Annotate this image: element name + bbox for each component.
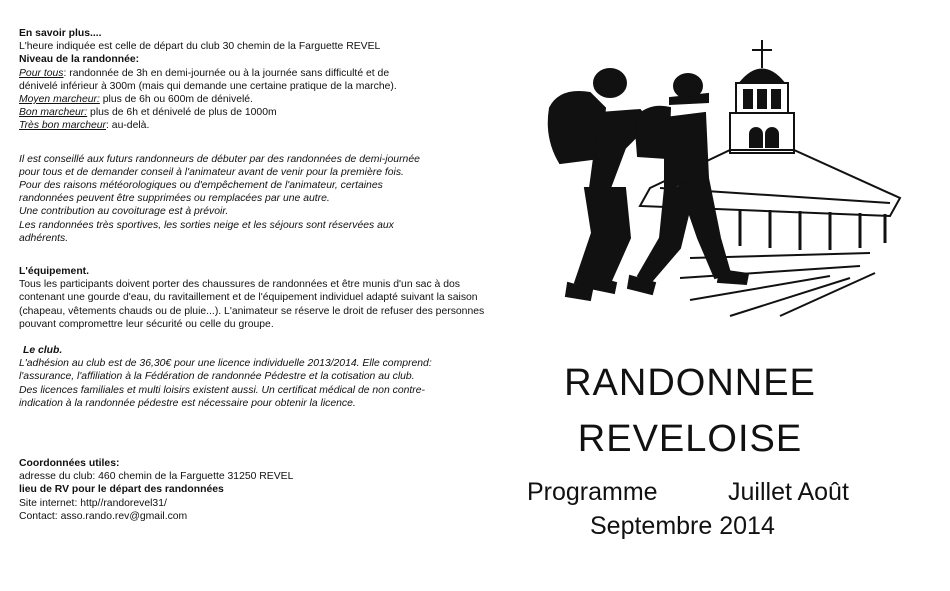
level-moyen xyxy=(19,93,489,106)
tres-bon-label: Très bon marcheur xyxy=(19,120,107,132)
equipment-line: (chapeau, vêtements chauds ou de pluie...). L'animateur se réserve le droit de refuser des personnes xyxy=(19,305,485,317)
club-line: l'assurance, l'affiliation à la Fédération de randonnée Pédestre et la cotisation au club. xyxy=(19,371,415,383)
level-heading: Niveau de la randonnée: xyxy=(19,54,140,66)
club-heading: Le club. xyxy=(23,345,63,357)
cover-programme: Programme xyxy=(527,478,658,506)
pour-tous-label: Pour tous xyxy=(19,67,64,79)
moyen-label: Moyen marcheur: xyxy=(19,94,100,106)
level-pour-tous xyxy=(19,67,489,80)
equipment-line: contenant une gourde d'eau, du ravitaillement et de l'équipement individuel adapté suivant la saison xyxy=(19,292,478,304)
cover-title-line1: RANDONNEE xyxy=(564,362,816,404)
advice-line: Il est conseillé aux futurs randonneurs de débuter par des randonnées de demi-journée xyxy=(19,153,420,165)
info-heading: En savoir plus.... xyxy=(19,28,102,39)
club-line: indication à la randonnée pédestre est nécessaire pour obtenir la licence. xyxy=(19,397,356,409)
level-tres-bon xyxy=(19,119,489,132)
contact-meeting: lieu de RV pour le départ des randonnées xyxy=(19,484,224,496)
departure-note: L'heure indiquée est celle de départ du club 30 chemin de la Farguette REVEL xyxy=(19,41,381,53)
hikers-illustration xyxy=(530,38,910,318)
contact-email[interactable]: Contact: asso.rando.rev@gmail.com xyxy=(19,510,188,522)
contact-address: adresse du club: 460 chemin de la Farguette 31250 REVEL xyxy=(19,471,294,483)
advice-block xyxy=(19,153,489,245)
advice-line: Les randonnées très sportives, les sorties neige et les séjours sont réservées aux xyxy=(19,219,394,231)
cover-months: Juillet Août xyxy=(728,478,849,506)
club-line: L'adhésion au club est de 36,30€ pour une licence individuelle 2013/2014. Elle comprend: xyxy=(19,358,432,370)
equipment-line: Tous les participants doivent porter des chaussures de randonnées et être munis d'un sac à dos xyxy=(19,279,460,291)
info-column xyxy=(19,27,489,523)
tres-bon-text: : au-delà. xyxy=(106,120,150,132)
advice-line: adhérents. xyxy=(19,232,69,244)
pour-tous-text: : randonnée de 3h en demi-journée ou à la journée sans difficulté et de xyxy=(63,67,390,79)
advice-line: randonnées peuvent être supprimées ou remplacées par une autre. xyxy=(19,193,330,205)
pour-tous-text-2: dénivelé inférieur à 300m (mais qui demande une certaine pratique de la marche). xyxy=(19,80,397,92)
advice-line: Une contribution au covoiturage est à prévoir. xyxy=(19,206,229,218)
contact-heading: Coordonnées utiles: xyxy=(19,458,120,470)
bon-text: plus de 6h et dénivelé de plus de 1000m xyxy=(87,107,277,119)
moyen-text: plus de 6h ou 600m de dénivelé. xyxy=(99,94,253,106)
bon-label: Bon marcheur: xyxy=(19,107,88,119)
cover-title-line2: REVELOISE xyxy=(577,418,803,460)
advice-line: Pour des raisons météorologiques ou d'empêchement de l'animateur, certaines xyxy=(19,180,383,192)
club-block xyxy=(19,357,489,410)
cover-months-2: Septembre 2014 xyxy=(590,512,775,540)
equipment-heading: L'équipement. xyxy=(19,266,90,278)
contact-website[interactable]: Site internet: http//randorevel31/ xyxy=(19,497,167,509)
equipment-line: pouvant compromettre leur sécurité ou celle du groupe. xyxy=(19,318,274,330)
club-line: Des licences familiales et multi loisirs existent aussi. Un certificat médical de non contre- xyxy=(19,384,425,396)
advice-line: pour tous et de demander conseil à l'animateur avant de venir pour la première fois. xyxy=(19,166,404,178)
level-bon xyxy=(19,106,489,119)
